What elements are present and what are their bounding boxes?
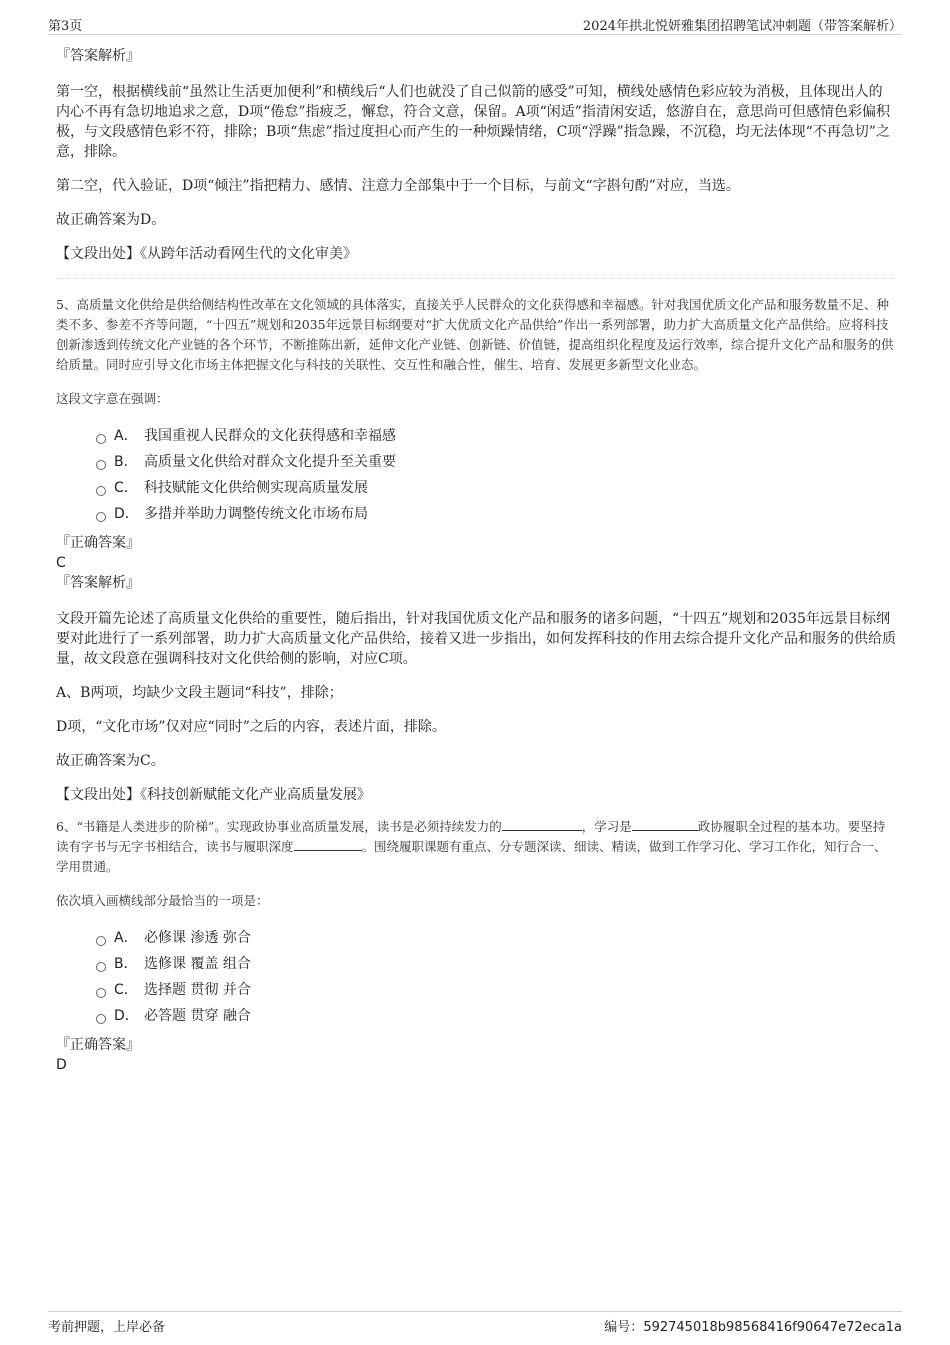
radio-icon[interactable] [96,962,106,972]
analysis-conclusion: 故正确答案为D。 [56,212,166,228]
document-body [56,46,896,1075]
page-header [48,14,902,35]
analysis-paragraph: D项，“文化市场”仅对应“同时”之后的内容，表述片面，排除。 [56,719,446,735]
correct-answer-label: 『正确答案』 [56,535,140,551]
divider [56,264,896,279]
question-stem: 5、高质量文化供给是供给侧结构性改革在文化领域的具体落实，直接关乎人民群众的文化获得感和幸福感。针对我国优质文化产品和服务数量不足、种类不多、参差不齐等问题，“十四五”规划和2035年远景目标纲要对“扩大优质文化产品供给”作出一系列部署，助力扩大高质量文化产品供给。应将科技创新渗透到传统文化产业链的各个环节，不断推陈出新，延伸文化产业链、创新链、价值链，提高组织化程度及运行效率，综合提升文化产品和服务的供给质量。同时应引导文化市场主体把握文化与科技的关联性、交互性和融合性，催生、培育、发展更多新型文化业态。 [56,297,894,372]
radio-icon[interactable] [96,1014,106,1024]
radio-icon[interactable] [96,460,106,470]
correct-answer: C [56,555,66,571]
analysis-label: 『答案解析』 [56,48,140,64]
page-footer [48,1311,902,1336]
radio-icon[interactable] [96,434,106,444]
analysis-paragraph: 文段开篇先论述了高质量文化供给的重要性，随后指出，针对我国优质文化产品和服务的诸多问题，“十四五”规划和2035年远景目标纲要对此进行了一系列部署，助力扩大高质量文化产品供给，接着又进一步指出，如何发挥科技的作用去综合提升文化产品和服务的供给质量，故文段意在强调科技对文化供给侧的影响，对应C项。 [56,611,896,667]
passage-source: 【文段出处】《科技创新赋能文化产业高质量发展》 [56,787,371,803]
question-stem: 6、“书籍是人类进步的阶梯”。实现政协事业高质量发展，读书是必须持续发力的 ，学习是 政协履职全过程的基本功。要坚持读有字书与无字书相结合，读书与履职深度 。围绕履职课题有重点、分专题深读、细读、精读，做到工作学习化、学习工作化，知行合一、学用贯通。 [56,819,887,874]
analysis-paragraph: A、B两项，均缺少文段主题词“科技”，排除； [56,685,343,701]
option-d[interactable]: D． 必答题 贯穿 融合 [56,1003,896,1029]
option-b[interactable]: B． 高质量文化供给对群众文化提升至关重要 [56,449,896,475]
fill-blank [502,817,582,831]
radio-icon[interactable] [96,486,106,496]
radio-icon[interactable] [96,512,106,522]
option-list [56,423,896,527]
document-code: 编号：592745018b98568416f90647e72eca1a [604,1320,902,1335]
page-number: 第3页 [48,19,83,34]
option-c[interactable]: C． 选择题 贯彻 并合 [56,977,896,1003]
radio-icon[interactable] [96,936,106,946]
correct-answer: D [56,1057,67,1073]
option-c[interactable]: C． 科技赋能文化供给侧实现高质量发展 [56,475,896,501]
option-b[interactable]: B． 选修课 覆盖 组合 [56,951,896,977]
fill-blank [632,817,698,831]
option-d[interactable]: D． 多措并举助力调整传统文化市场布局 [56,501,896,527]
correct-answer-label: 『正确答案』 [56,1037,140,1053]
question-prompt: 依次填入画横线部分最恰当的一项是： [56,893,269,908]
analysis-paragraph: 第一空，根据横线前“虽然让生活更加便利”和横线后“人们也就没了自己似箭的感受”可知，横线处感情色彩应较为消极，且体现出人的内心不再有急切地追求之意，D项“倦怠”指疲乏，懈怠，符合文意，保留。A项“闲适”指清闲安适，悠游自在，意思尚可但感情色彩偏积极，与文段感情色彩不符，排除；B项“焦虑”指过度担心而产生的一种烦躁情绪，C项“浮躁”指急躁，不沉稳，均无法体现“不再急切”之意，排除。 [56,84,890,160]
analysis-label: 『答案解析』 [56,575,140,591]
radio-icon[interactable] [96,988,106,998]
document-title: 2024年拱北悦妍雅集团招聘笔试冲刺题（带答案解析） [582,19,902,34]
question-prompt: 这段文字意在强调： [56,391,169,406]
option-a[interactable]: A． 我国重视人民群众的文化获得感和幸福感 [56,423,896,449]
analysis-conclusion: 故正确答案为C。 [56,753,165,769]
footer-slogan: 考前押题，上岸必备 [48,1320,166,1335]
passage-source: 【文段出处】《从跨年活动看网生代的文化审美》 [56,246,357,262]
option-a[interactable]: A． 必修课 渗透 弥合 [56,925,896,951]
analysis-paragraph: 第二空，代入验证，D项“倾注”指把精力、感情、注意力全部集中于一个目标，与前文“字斟句酌”对应，当选。 [56,178,740,194]
option-list [56,925,896,1029]
fill-blank [294,837,362,851]
